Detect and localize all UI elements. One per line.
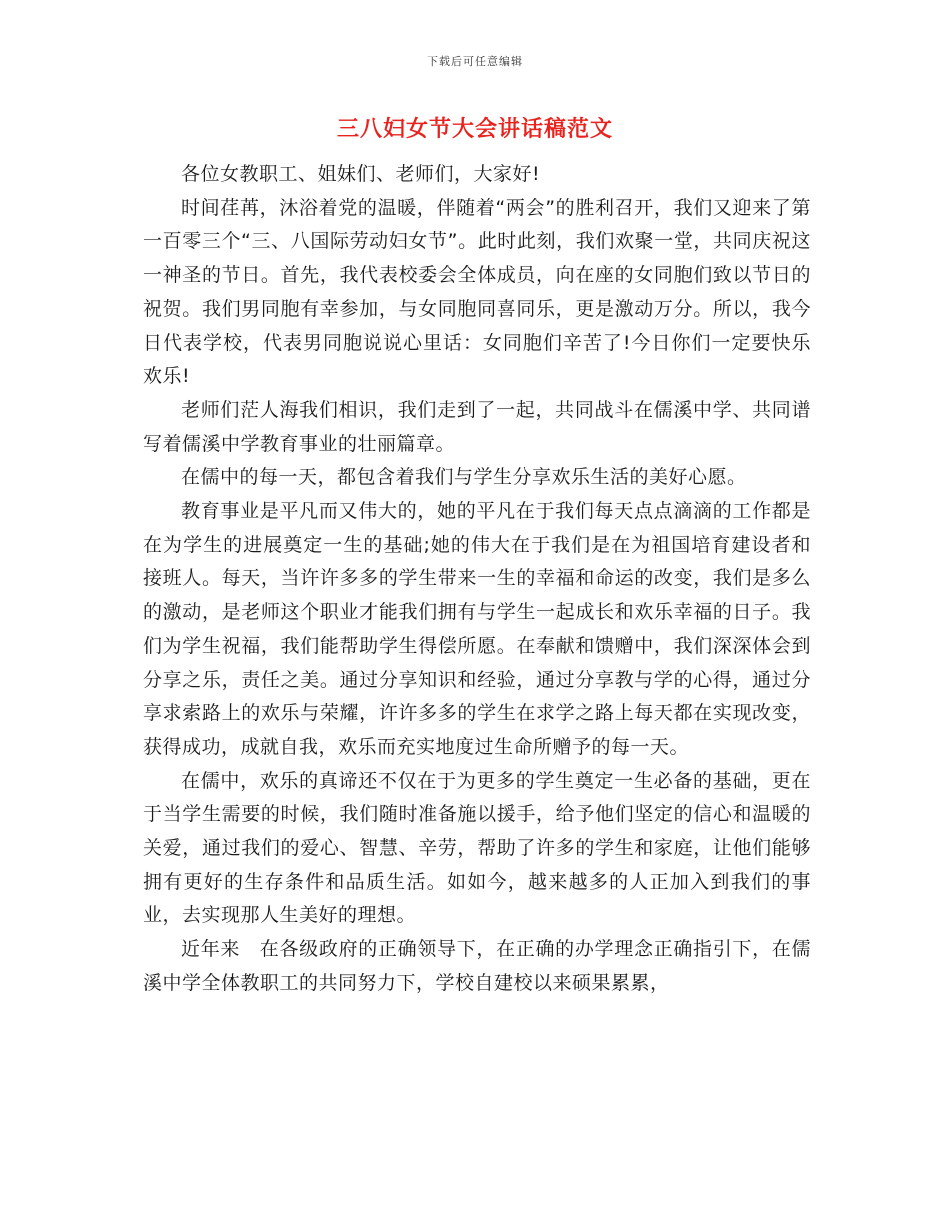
document-body — [143, 158, 811, 1001]
paragraph-greeting: 各位女教职工、姐妹们、老师们，大家好! — [181, 163, 541, 185]
paragraph: 老师们茫人海我们相识，我们走到了一起，共同战斗在儒溪中学、共同谱写着儒溪中学教育事业的壮丽篇章。 — [143, 398, 811, 455]
document-title: 三八妇女节大会讲话稿范文 — [336, 117, 613, 142]
header-note: 下载后可任意编辑 — [427, 55, 523, 68]
paragraph: 近年来 在各级政府的正确领导下，在正确的办学理念正确指引下，在儒溪中学全体教职工的共同努力下，学校自建校以来硕果累累， — [143, 938, 811, 994]
paragraph: 在儒中的每一天，都包含着我们与学生分享欢乐生活的美好心愿。 — [181, 466, 747, 489]
paragraph: 在儒中，欢乐的真谛还不仅在于为更多的学生奠定一生必备的基础，更在于当学生需要的时候，我们随时准备施以援手，给予他们坚定的信心和温暖的关爱，通过我们的爱心、智慧、辛劳，帮助了许多的学生和家庭，让他们能够拥有更好的生存条件和品质生活。如如今，越来越多的人正加入到我们的事业，去实现那人生美好的理想。 — [143, 769, 811, 927]
paragraph: 时间荏苒，沐浴着党的温暖，伴随着“两会”的胜利召开，我们又迎来了第一百零三个“三、八国际劳动妇女节”。此时此刻，我们欢聚一堂，共同庆祝这一神圣的节日。首先，我代表校委会全体成员，向在座的女同胞们致以节日的祝贺。我们男同胞有幸参加，与女同胞同喜同乐，更是激动万分。所以，我今日代表学校，代表男同胞说说心里话：女同胞们辛苦了!今日你们一定要快乐欢乐! — [143, 196, 811, 388]
paragraph: 教育事业是平凡而又伟大的，她的平凡在于我们每天点点滴滴的工作都是在为学生的进展奠定一生的基础;她的伟大在于我们是在为祖国培育建设者和接班人。每天，当许许多多的学生带来一生的幸福和命运的改变，我们是多么的激动，是老师这个职业才能我们拥有与学生一起成长和欢乐幸福的日子。我们为学生祝福，我们能帮助学生得偿所愿。在奉献和馈赠中，我们深深体会到分享之乐，责任之美。通过分享知识和经验，通过分享教与学的心得，通过分享求索路上的欢乐与荣耀，许许多多的学生在求学之路上每天都在实现改变，获得成功，成就自我，欢乐而充实地度过生命所赠予的每一天。 — [143, 500, 811, 758]
